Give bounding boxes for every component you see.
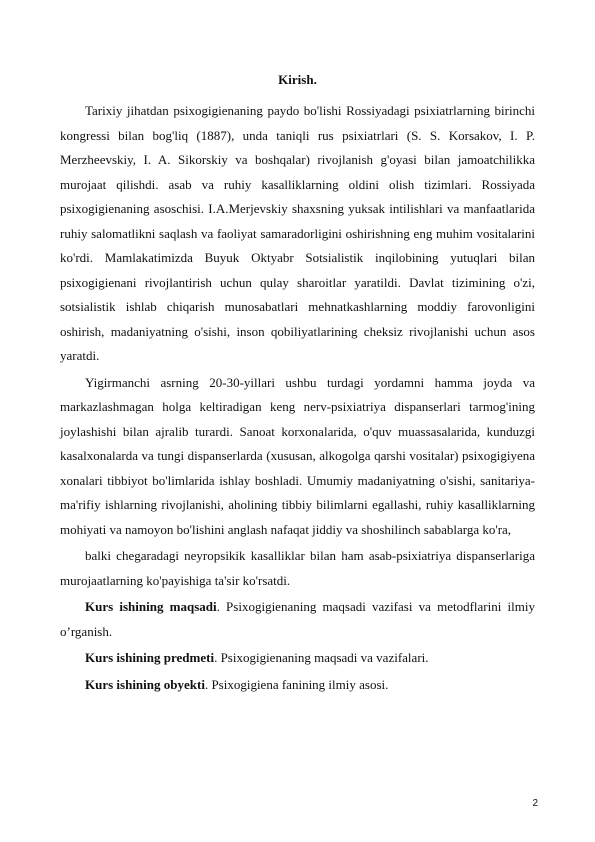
- course-object-label: Kurs ishining obyekti: [85, 676, 205, 692]
- course-subject-text: . Psixogigienaning maqsadi va vazifalari.: [214, 650, 429, 665]
- paragraph-dispensaries: balki chegaradagi neyropsikik kasalliklar bilan ham asab-psixiatriya dispanserlariga murojaatlarning ko'payishiga ta'sir ko'rsatdi.: [60, 548, 535, 588]
- page-number: 2: [532, 798, 538, 809]
- course-subject-label: Kurs ishining predmeti: [85, 650, 215, 665]
- course-object-text: . Psixogigiena fanining ilmiy asosi.: [204, 676, 389, 692]
- paragraph-course-object: [60, 673, 535, 698]
- paragraph-course-subject: [60, 646, 535, 671]
- paragraph-twentieth-century: Yigirmanchi asrning 20-30-yillari ushbu turdagi yordamni hamma joyda va markazlashmagan holga keltiradigan keng nerv-psixiatriya dispanserlari tarmog'ining joylashishi bilan ajralib turardi. Sanoat korxonalarida, o'quv muassasalarida, kunduzgi kasalxonalarda va tungi dispanserlarda (xususan, alkogolga qarshi vositalar) psixogigiyena xonalari tibbiyot bo'limlarida ishlay boshladi. Umumiy madaniyatning o'sishi, sanitariya-ma'rifiy ishlarning rivojlanishi, aholining tibbiy bilimlarni egallashi, ruhiy kasalliklarning mohiyati va namoyon bo'lishini anglash nafaqat jiddiy va shoshilinch sabablarga ko'ra,: [60, 374, 535, 537]
- page-title: Kirish.: [278, 72, 317, 87]
- course-goal-label: Kurs ishining maqsadi: [85, 599, 217, 614]
- paragraph-history: Tarixiy jihatdan psixogigienaning paydo bo'lishi Rossiyadagi psixiatrlarning birinchi kongressi bilan bog'liq (1887), unda taniqli rus psixiatrlari (S. S. Korsakov, I. P. Merzheevskiy, I. A. Sikorskiy va boshqalar) rivojlanish g'oyasi bilan jamoatchilikka murojaat qilishdi. asab va ruhiy kasalliklarning oldini olish tizimlari. Rossiyada psixogigienaning asoschisi. I.A.Merjevskiy shaxsning yuksak intilishlari va manfaatlarida ruhiy salomatlikni saqlash va faoliyat samaradorligini oshirishning eng muhim vositalarini ko'rdi. Mamlakatimizda Buyuk Oktyabr Sotsialistik inqilobining yutuqlari bilan psixogigienani rivojlantirish uchun qulay sharoitlar yaratildi. Davlat tizimining o'zi, sotsialistik ishlab chiqarish munosabatlari mehnatkashlarning moddiy farovonligini oshirish, madaniyatning o'sishi, inson qobiliyatlarining cheksiz rivojlanishi uchun asos yaratdi.: [60, 103, 535, 363]
- body-text: [60, 99, 535, 699]
- paragraph-course-goal: [60, 595, 535, 644]
- course-goal-text: . Psixogigienaning maqsadi vazifasi va metodflarini ilmiy o’rganish.: [60, 599, 536, 639]
